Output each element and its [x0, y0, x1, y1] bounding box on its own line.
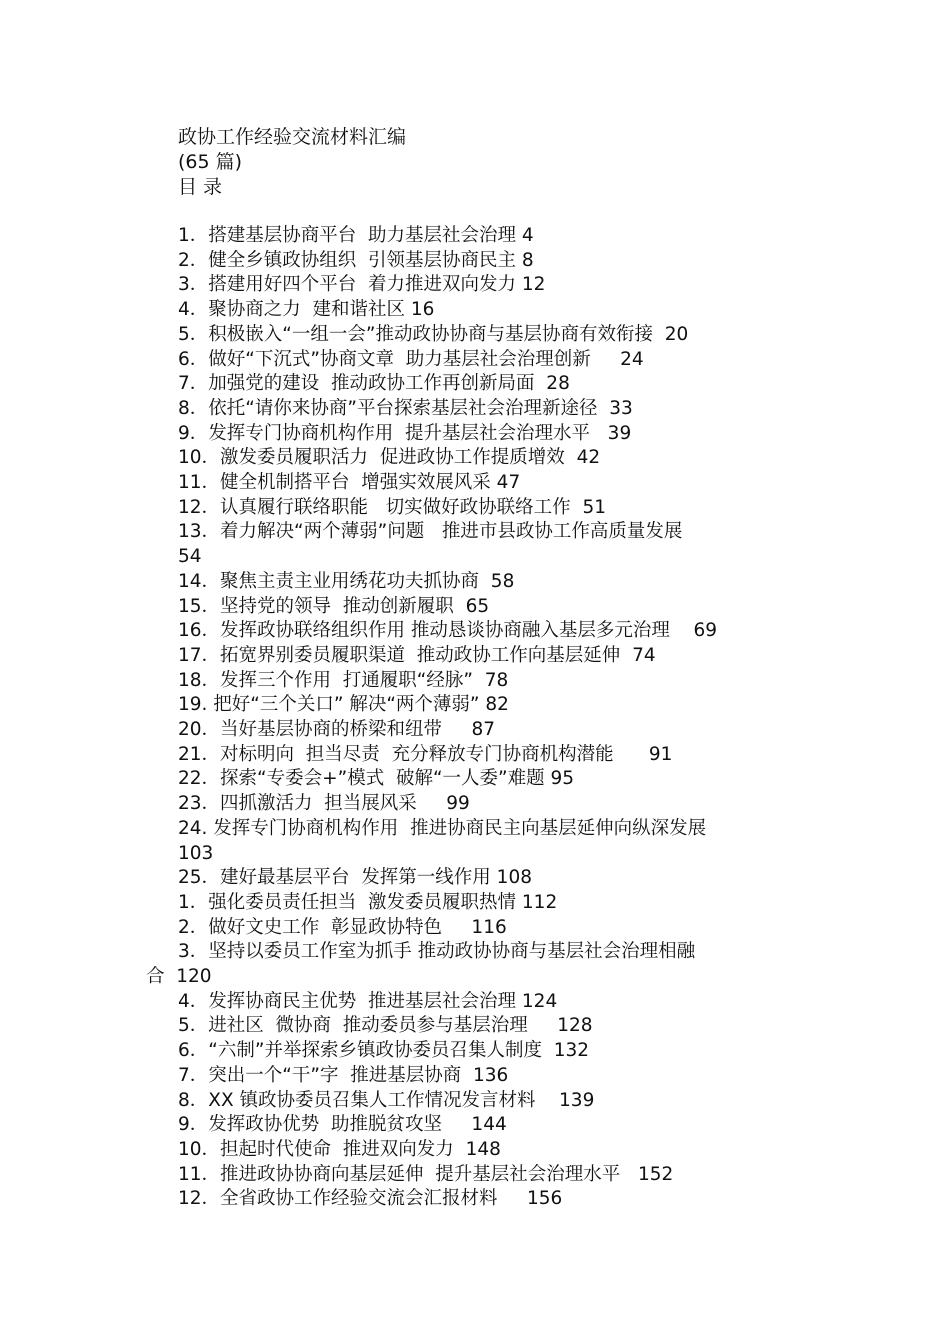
- toc-entry: 1．搭建基层协商平台 助力基层社会治理 4: [178, 225, 534, 246]
- toc-entry: 5．积极嵌入“一组一会”推动政协协商与基层协商有效衔接 20: [178, 323, 689, 345]
- toc-entry: 25．建好最基层平台 发挥第一线作用 108: [178, 867, 532, 889]
- toc-entry: 4．发挥协商民主优势 推进基层社会治理 124: [178, 990, 558, 1012]
- toc-entry: 合 120: [146, 966, 212, 987]
- toc-entry: 10．激发委员履职活力 促进政协工作提质增效 42: [178, 447, 601, 469]
- toc-heading: 目 录: [178, 176, 223, 198]
- toc-entry: 11．健全机制搭平台 增强实效展风采 47: [178, 472, 521, 493]
- toc-entry: 7．加强党的建设 推动政协工作再创新局面 28: [178, 373, 570, 395]
- toc-entry: 5．进社区 微协商 推动委员参与基层治理 128: [178, 1015, 593, 1037]
- toc-entry: 13．着力解决“两个薄弱”问题 推进市县政协工作高质量发展: [178, 521, 683, 543]
- toc-entry: 8．依托“请你来协商”平台探索基层社会治理新途径 33: [178, 397, 633, 419]
- toc-entry: 54: [178, 546, 202, 568]
- toc-entry: 1．强化委员责任担当 激发委员履职热情 112: [178, 891, 558, 913]
- toc-entry: 18．发挥三个作用 打通履职“经脉” 78: [178, 669, 509, 691]
- toc-entry: 16．发挥政协联络组织作用 推动恳谈协商融入基层多元治理 69: [178, 620, 717, 642]
- toc-entry: 11．推进政协协商向基层延伸 提升基层社会治理水平 152: [178, 1163, 674, 1185]
- toc-entry: 17．拓宽界别委员履职渠道 推动政协工作向基层延伸 74: [178, 644, 656, 666]
- toc-entry: 15．坚持党的领导 推动创新履职 65: [178, 595, 490, 617]
- toc-entry: 12．全省政协工作经验交流会汇报材料 156: [178, 1188, 563, 1210]
- toc-entry: 10．担起时代使命 推进双向发力 148: [178, 1138, 501, 1160]
- toc-entry: 3．坚持以委员工作室为抓手 推动政协协商与基层社会治理相融: [178, 941, 696, 963]
- toc-entry: 9．发挥专门协商机构作用 提升基层社会治理水平 39: [178, 422, 632, 444]
- document-title: 政协工作经验交流材料汇编: [178, 126, 407, 148]
- toc-entry: 6．“六制”并举探索乡镇政协委员召集人制度 132: [178, 1040, 590, 1062]
- toc-entry: 2．健全乡镇政协组织 引领基层协商民主 8: [178, 249, 534, 271]
- article-count: (65 篇): [178, 151, 243, 173]
- toc-entry: 12．认真履行联络职能 切实做好政协联络工作 51: [178, 496, 606, 518]
- toc-entry: 103: [178, 842, 214, 864]
- toc-entry: 20．当好基层协商的桥梁和纽带 87: [178, 719, 495, 740]
- toc-entry: 3．搭建用好四个平台 着力推进双向发力 12: [178, 274, 546, 296]
- toc-entry: 8．XX 镇政协委员召集人工作情况发言材料 139: [178, 1089, 595, 1111]
- toc-entry: 23．四抓激活力 担当展风采 99: [178, 793, 470, 815]
- toc-entry: 22．探索“专委会+”模式 破解“一人委”难题 95: [178, 768, 575, 790]
- toc-entry: 19. 把好“三个关口” 解决“两个薄弱” 82: [178, 694, 509, 716]
- toc-entry: 9．发挥政协优势 助推脱贫攻坚 144: [178, 1114, 507, 1136]
- toc-entry: 14．聚焦主责主业用绣花功夫抓协商 58: [178, 570, 515, 592]
- toc-entry: 21．对标明向 担当尽责 充分释放专门协商机构潜能 91: [178, 743, 673, 765]
- toc-entry: 2．做好文史工作 彰显政协特色 116: [178, 916, 507, 938]
- toc-entry: 4．聚协商之力 建和谐社区 16: [178, 299, 435, 321]
- toc-entry: 6．做好“下沉式”协商文章 助力基层社会治理创新 24: [178, 348, 644, 370]
- toc-entry: 24. 发挥专门协商机构作用 推进协商民主向基层延伸向纵深发展: [178, 817, 707, 839]
- toc-entry: 7．突出一个“干”字 推进基层协商 136: [178, 1064, 509, 1086]
